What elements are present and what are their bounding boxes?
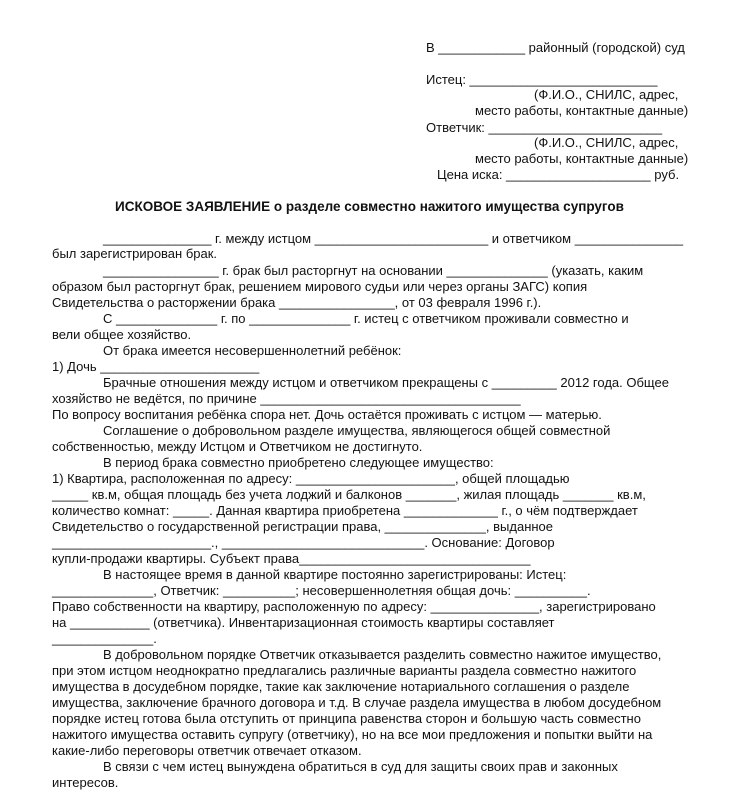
body-line: нажитого имущества оставить супругу (ответчику), но на все мои предложения и попытки выйти на: [52, 727, 653, 742]
body-line: В период брака совместно приобретено следующее имущество:: [103, 455, 494, 470]
body-line: ______________________., ____________________________. Основание: Договор: [52, 535, 555, 550]
body-line: имущества, заключение брачного договора и т.д. В случае раздела имущества в любом досудебном: [52, 695, 662, 710]
plaintiff-info-2: место работы, контактные данные): [475, 103, 689, 118]
document-title: ИСКОВОЕ ЗАЯВЛЕНИЕ о разделе совместно нажитого имущества супругов: [115, 199, 624, 214]
body-line: на ___________ (ответчика). Инвентаризационная стоимость квартиры составляет: [52, 615, 555, 630]
body-line: при этом истцом неоднократно предлагались различные варианты раздела совместно нажитого: [52, 663, 637, 678]
body-line: Право собственности на квартиру, расположенную по адресу: _______________, зарегистрировано: [52, 599, 656, 614]
body-line: В добровольном порядке Ответчик отказывается разделить совместно нажитое имущество,: [103, 647, 662, 662]
body-line: В настоящее время в данной квартире постоянно зарегистрированы: Истец:: [103, 567, 567, 582]
body-line: 1) Квартира, расположенная по адресу: ______________________, общей площадью: [52, 471, 570, 486]
body-line: В связи с чем истец вынуждена обратиться в суд для защиты своих прав и законных: [103, 759, 618, 774]
body-line: Соглашение о добровольном разделе имущества, являющегося общей совместной: [103, 423, 611, 438]
body-line: От брака имеется несовершеннолетний ребёнок:: [103, 343, 402, 358]
body-line: С ______________ г. по ______________ г. истец с ответчиком проживали совместно и: [103, 311, 629, 326]
body-line: имущества в досудебном порядке, такие как заключение нотариального соглашения о разделе: [52, 679, 630, 694]
body-line: интересов.: [52, 775, 119, 790]
plaintiff-line: Истец: __________________________: [426, 72, 658, 87]
body-line: ______________.: [52, 631, 157, 646]
body-line: ________________ г. брак был расторгнут на основании ______________ (указать, каким: [103, 263, 644, 278]
body-line: купли-продажи квартиры. Субъект права________________________________: [52, 551, 531, 566]
court-line: В ____________ районный (городской) суд: [426, 40, 685, 55]
plaintiff-info-1: (Ф.И.О., СНИЛС, адрес,: [534, 87, 679, 102]
body-line: вели общее хозяйство.: [52, 327, 192, 342]
body-line: _______________ г. между истцом ________________________ и ответчиком _______________: [103, 231, 684, 246]
body-line: Свидетельства о расторжении брака ________________, от 03 февраля 1996 г.).: [52, 295, 542, 310]
body-line: _____ кв.м, общая площадь без учета лоджий и балконов _______, жилая площадь _______ кв.м,: [52, 487, 646, 502]
body-line: Брачные отношения между истцом и ответчиком прекращены с _________ 2012 года. Общее: [103, 375, 669, 390]
body-line: 1) Дочь ______________________: [52, 359, 260, 374]
defendant-line: Ответчик: ________________________: [426, 120, 663, 135]
body-line: Свидетельство о государственной регистрации права, ______________, выданное: [52, 519, 554, 534]
body-line: порядке истец готова была отступить от принципа равенства сторон и большую часть совместно: [52, 711, 641, 726]
claim-price-line: Цена иска: ____________________ руб.: [437, 167, 680, 182]
body-line: какие-либо переговоры ответчик отвечает отказом.: [52, 743, 362, 758]
body-line: хозяйство не ведётся, по причине ____________________________________: [52, 391, 521, 406]
defendant-info-1: (Ф.И.О., СНИЛС, адрес,: [534, 135, 679, 150]
body-line: собственностью, между Истцом и Ответчиком не достигнуто.: [52, 439, 423, 454]
defendant-info-2: место работы, контактные данные): [475, 151, 689, 166]
body-line: количество комнат: _____. Данная квартира приобретена _____________ г., о чём подтверждает: [52, 503, 638, 518]
body-line: образом был расторгнут брак, решением мирового судьи или через органы ЗАГС) копия: [52, 279, 588, 294]
body-line: ______________, Ответчик: __________; несовершеннолетняя общая дочь: __________.: [52, 583, 591, 598]
body-line: По вопросу воспитания ребёнка спора нет. Дочь остаётся проживать с истцом — матерью.: [52, 407, 602, 422]
body-line: был зарегистрирован брак.: [52, 246, 218, 261]
